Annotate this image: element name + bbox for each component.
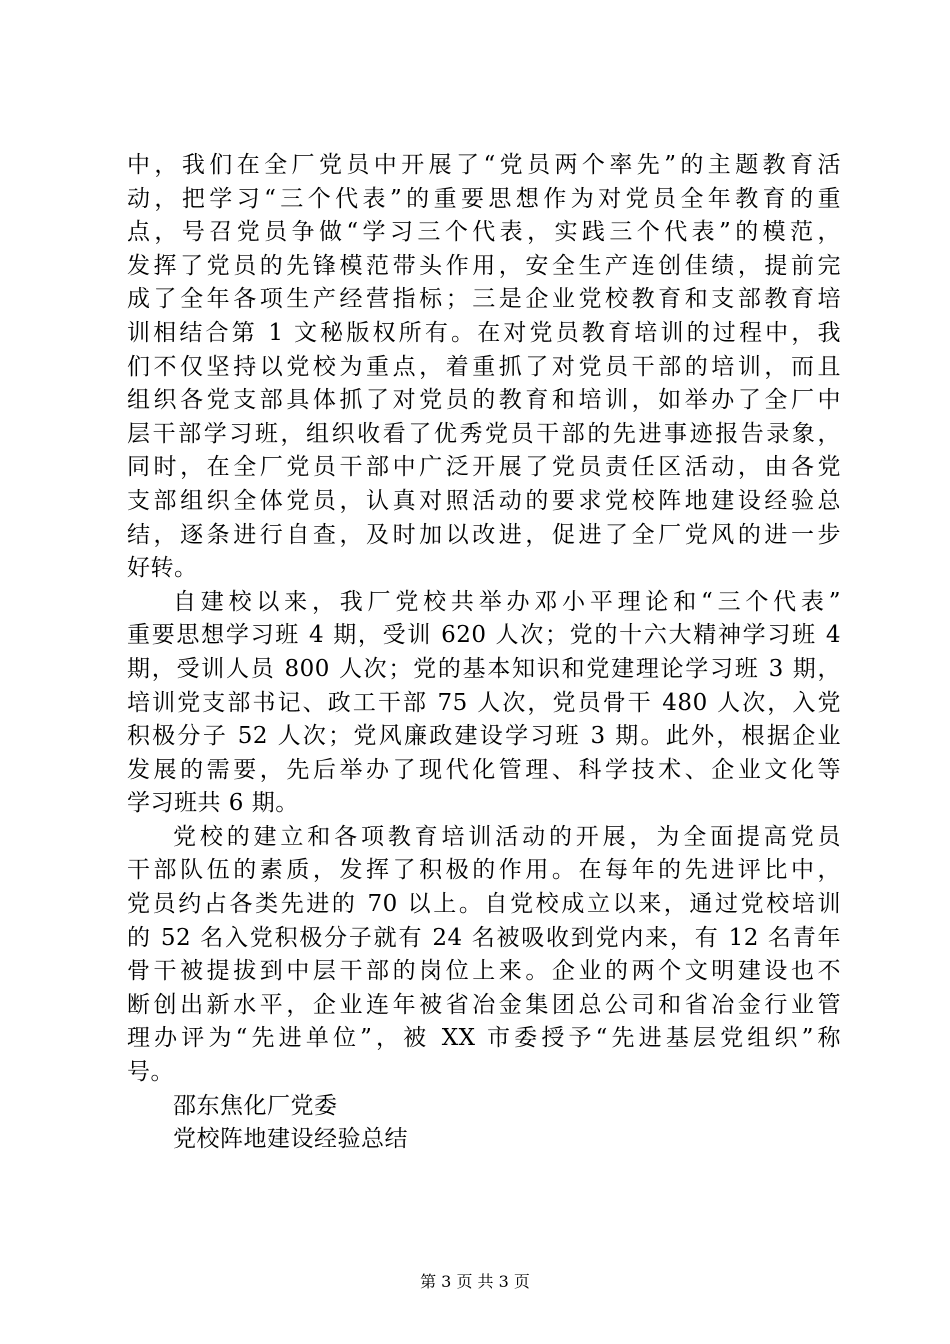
text-line: 结，逐条进行自查，及时加以改进，促进了全厂党风的进一步 — [127, 521, 841, 548]
text-line: 中，我们在全厂党员中开展了“党员两个率先”的主题教育活 — [127, 152, 841, 178]
text-line: 发展的需要，先后举办了现代化管理、科学技术、企业文化等 — [127, 756, 841, 783]
text-line: 支部组织全体党员，认真对照活动的要求党校阵地建设经验总 — [127, 487, 841, 514]
text-line: 党员约占各类先进的 70 以上。自党校成立以来，通过党校培训 — [127, 891, 841, 918]
text-line: 骨干被提拔到中层干部的岗位上来。企业的两个文明建设也不 — [127, 958, 841, 985]
text-line: 点，号召党员争做“学习三个代表，实践三个代表”的模范， — [127, 219, 841, 246]
text-line: 成了全年各项生产经营指标；三是企业党校教育和支部教育培 — [127, 286, 841, 313]
text-line: 重要思想学习班 4 期，受训 620 人次；党的十六大精神学习班 4 — [127, 622, 841, 649]
text-line: 断创出新水平，企业连年被省冶金集团总公司和省冶金行业管 — [127, 991, 841, 1018]
paragraph-3 — [127, 821, 841, 1090]
document-body — [127, 149, 841, 1157]
page-number-footer: 第 3 页 共 3 页 — [420, 1272, 530, 1291]
text-line: 同时，在全厂党员干部中广泛开展了党员责任区活动，由各党 — [127, 454, 841, 481]
text-line: 号。 — [127, 1059, 174, 1086]
text-line: 培训党支部书记、政工干部 75 人次，党员骨干 480 人次，入党 — [127, 689, 841, 716]
signature — [127, 1090, 841, 1124]
text-line: 理办评为“先进单位”，被 XX 市委授予“先进基层党组织”称 — [127, 1025, 841, 1052]
signature-organization: 邵东焦化厂党委 — [173, 1092, 338, 1119]
text-line: 发挥了党员的先锋模范带头作用，安全生产连创佳绩，提前完 — [127, 252, 841, 279]
text-line: 训相结合第 1 文秘版权所有。在对党员教育培训的过程中，我 — [127, 319, 841, 346]
closing-title — [127, 1123, 841, 1157]
text-line: 干部队伍的素质，发挥了积极的作用。在每年的先进评比中， — [127, 857, 841, 884]
text-line: 动，把学习“三个代表”的重要思想作为对党员全年教育的重 — [127, 185, 841, 212]
text-line: 组织各党支部具体抓了对党员的教育和培训，如举办了全厂中 — [127, 387, 841, 414]
paragraph-2 — [127, 586, 841, 821]
text-line: 们不仅坚持以党校为重点，着重抓了对党员干部的培训，而且 — [127, 353, 841, 380]
text-line: 党校的建立和各项教育培训活动的开展，为全面提高党员 — [173, 823, 841, 850]
text-line: 好转。 — [127, 555, 198, 582]
text-line: 自建校以来，我厂党校共举办邓小平理论和“三个代表” — [173, 588, 841, 615]
text-line: 期，受训人员 800 人次；党的基本知识和党建理论学习班 3 期， — [127, 655, 841, 682]
closing-title-line: 党校阵地建设经验总结 — [173, 1126, 408, 1153]
text-line: 学习班共 6 期。 — [127, 790, 299, 817]
paragraph-1 — [127, 149, 841, 586]
text-line: 层干部学习班，组织收看了优秀党员干部的先进事迹报告录象， — [127, 420, 841, 447]
text-line: 积极分子 52 人次；党风廉政建设学习班 3 期。此外，根据企业 — [127, 723, 841, 750]
text-line: 的 52 名入党积极分子就有 24 名被吸收到党内来，有 12 名青年 — [127, 924, 841, 951]
